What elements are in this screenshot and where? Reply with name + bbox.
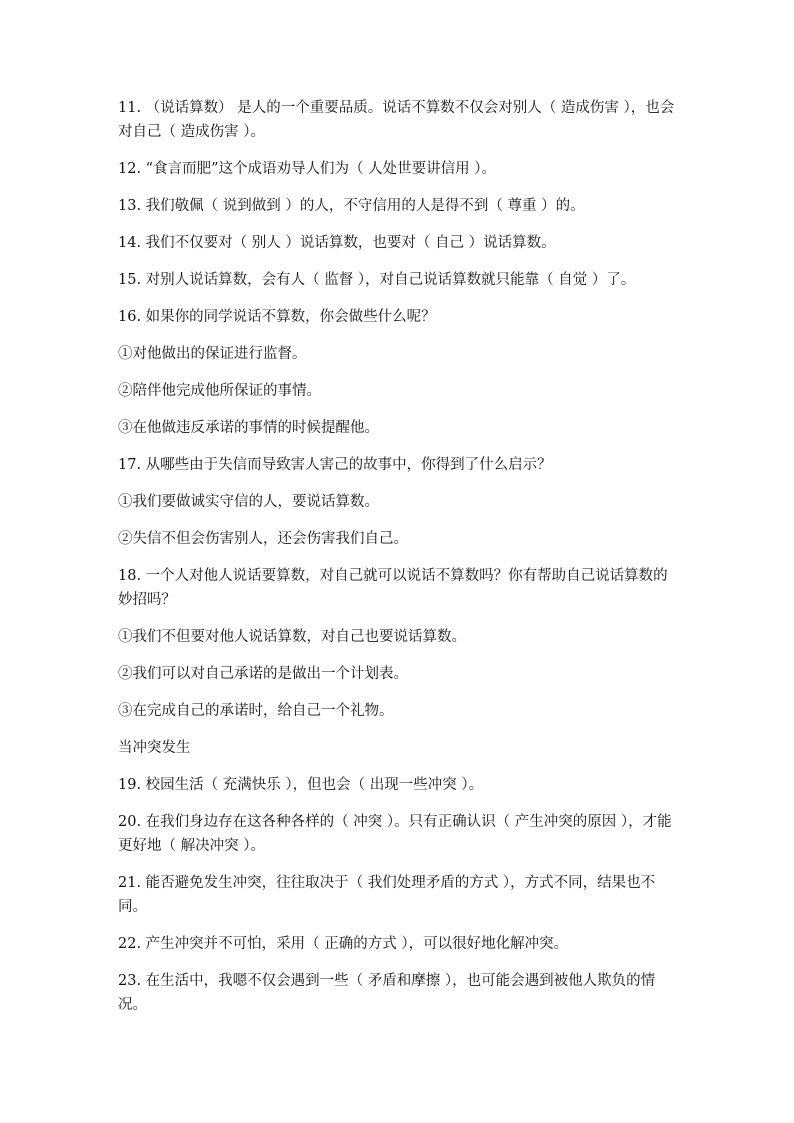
item-16-answer-1: ①对他做出的保证进行监督。: [118, 346, 307, 362]
item-20: 20. 在我们身边存在这各种各样的（ 冲突 ）。只有正确认识（ 产生冲突的原因 ），才能更好地（ 解决冲突 ）。: [118, 814, 672, 854]
item-18-question: 18. 一个人对他人说话要算数，对自己就可以说话不算数吗？你有帮助自己说话算数的妙招吗？: [118, 568, 668, 608]
item-14: 14. 我们不仅要对（ 别人 ）说话算数，也要对（ 自己 ）说话算数。: [118, 235, 556, 251]
document-body: [118, 96, 678, 1030]
item-12: 12. “食言而肥”这个成语劝导人们为（ 人处世要讲信用 ）。: [118, 161, 496, 177]
item-19: 19. 校园生活（ 充满快乐 ），但也会（ 出现一些冲突 ）。: [118, 777, 484, 793]
item-23: 23. 在生活中，我嗯不仅会遇到一些（ 矛盾和摩擦 ），也可能会遇到被他人欺负的情况。: [118, 973, 656, 1013]
item-18-answer-1: ①我们不但要对他人说话算数，对自己也要说话算数。: [118, 629, 466, 645]
item-21: 21. 能否避免发生冲突，往往取决于（ 我们处理矛盾的方式 ），方式不同，结果也不同。: [118, 875, 656, 915]
section-heading: 当冲突发生: [118, 740, 191, 756]
item-16-answer-3: ③在他做违反承诺的事情的时候提醒他。: [118, 420, 379, 436]
item-16-question: 16. 如果你的同学说话不算数，你会做些什么呢？: [118, 309, 436, 325]
item-22: 22. 产生冲突并不可怕，采用（ 正确的方式 ），可以很好地化解冲突。: [118, 936, 569, 952]
item-18-answer-3: ③在完成自己的承诺时，给自己一个礼物。: [118, 703, 394, 719]
item-17-question: 17. 从哪些由于失信而导致害人害己的故事中，你得到了什么启示？: [118, 457, 552, 473]
item-17-answer-2: ②失信不但会伤害别人，还会伤害我们自己。: [118, 531, 408, 547]
item-16-answer-2: ②陪伴他完成他所保证的事情。: [118, 383, 321, 399]
item-15: 15. 对别人说话算数，会有人（ 监督 ），对自己说话算数就只能靠（ 自觉 ）了。: [118, 272, 636, 288]
item-13: 13. 我们敬佩（ 说到做到 ）的人，不守信用的人是得不到（ 尊重 ）的。: [118, 198, 585, 214]
item-18-answer-2: ②我们可以对自己承诺的是做出一个计划表。: [118, 666, 408, 682]
item-11: 11. （说话算数） 是人的一个重要品质。说话不算数不仅会对别人（ 造成伤害 ），也会对自己（ 造成伤害 ）。: [118, 100, 675, 140]
item-17-answer-1: ①我们要做诚实守信的人，要说话算数。: [118, 494, 379, 510]
